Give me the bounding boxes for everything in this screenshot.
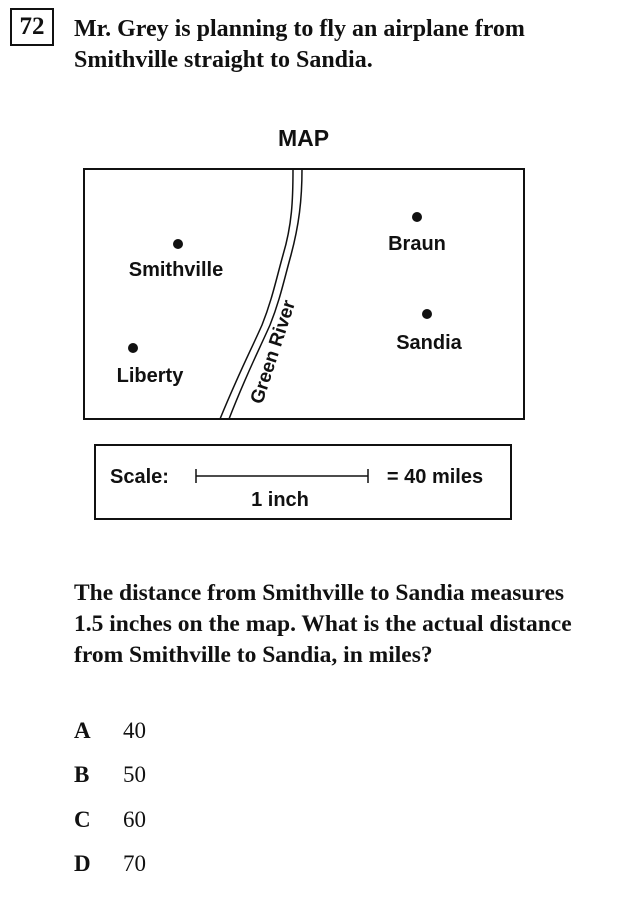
town-label-sandia: Sandia	[396, 332, 462, 354]
choice-c[interactable]	[74, 807, 274, 841]
choice-b[interactable]	[74, 762, 274, 796]
choice-letter: C	[74, 807, 91, 832]
choice-letter: A	[74, 718, 91, 743]
choice-d[interactable]	[74, 851, 274, 885]
scale-equals: = 40 miles	[386, 466, 484, 488]
choice-value: 70	[123, 851, 146, 876]
scale-bar	[196, 469, 368, 483]
choice-value: 50	[123, 762, 146, 787]
smithville-dot	[173, 239, 183, 249]
liberty-dot	[128, 343, 138, 353]
scale-bar-length: 1 inch	[251, 489, 309, 511]
choice-letter: B	[74, 762, 90, 787]
question-number: 72	[10, 8, 54, 46]
river-label: Green River	[246, 297, 301, 407]
town-label-smithville: Smithville	[128, 259, 224, 281]
choice-a[interactable]	[74, 718, 274, 752]
question-text: The distance from Smithville to Sandia measures 1.5 inches on the map. What is the actual distance from Smithville to Sandia, in miles?	[74, 580, 572, 668]
choice-value: 40	[123, 718, 146, 743]
choice-value: 60	[123, 807, 146, 832]
sandia-dot	[422, 309, 432, 319]
map-title: MAP	[277, 125, 330, 151]
question-stem: Mr. Grey is planning to fly an airplane from Smithville straight to Sandia.	[74, 16, 525, 73]
town-label-braun: Braun	[388, 233, 446, 255]
scale-label: Scale:	[110, 466, 169, 488]
choice-letter: D	[74, 851, 91, 876]
town-label-liberty: Liberty	[116, 365, 184, 387]
braun-dot	[412, 212, 422, 222]
